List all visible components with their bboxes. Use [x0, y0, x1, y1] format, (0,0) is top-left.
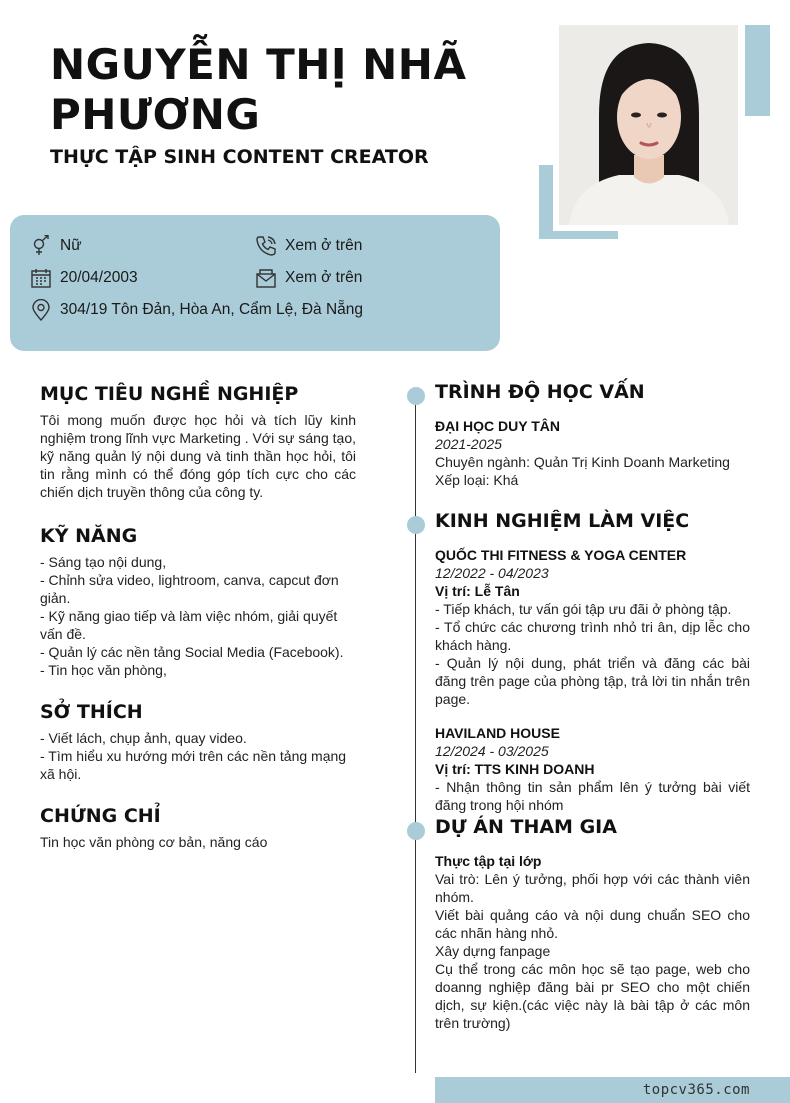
left-column	[40, 383, 356, 851]
education-title: TRÌNH ĐỘ HỌC VẤN	[435, 381, 645, 403]
skills-list	[40, 553, 356, 679]
location-icon	[30, 299, 52, 321]
birthday-item	[30, 267, 138, 289]
project-name: Thực tập tại lớp	[435, 853, 542, 869]
certificates-text: Tin học văn phòng cơ bản, năng cáo	[40, 834, 268, 850]
job-detail: - Quản lý nội dung, phát triển và đăng các bài đăng trên page của phòng tập, trả lời tin nhắn trên page.	[435, 655, 750, 707]
gender-item	[30, 235, 82, 257]
job-detail: - Tổ chức các chương trình nhỏ tri ân, dịp lễc cho khách hàng.	[435, 619, 750, 653]
footer-bar	[435, 1077, 790, 1103]
job-position: Vị trí: TTS KINH DOANH	[435, 761, 595, 777]
project-line: Xây dựng fanpage	[435, 943, 551, 959]
projects-section	[435, 816, 750, 1032]
education-school: ĐẠI HỌC DUY TÂN	[435, 418, 560, 434]
birthday-value: 20/04/2003	[60, 269, 138, 286]
skills-title: KỸ NĂNG	[40, 525, 138, 547]
skill-item: - Quản lý các nền tảng Social Media (Facebook).	[40, 644, 344, 660]
hobby-item: - Tìm hiểu xu hướng mới trên các nền tảng mạng xã hội.	[40, 748, 347, 782]
address-item	[30, 299, 363, 321]
project-line: Viết bài quảng cáo và nội dung chuẩn SEO cho các nhãn hàng nhỏ.	[435, 907, 750, 941]
education-section	[435, 381, 750, 489]
job-detail: - Tiếp khách, tư vấn gói tập ưu đãi ở phòng tập.	[435, 601, 732, 617]
objective-title: MỤC TIÊU NGHỀ NGHIỆP	[40, 383, 299, 405]
education-rank: Xếp loại: Khá	[435, 472, 519, 488]
skill-item: - Sáng tạo nội dung,	[40, 554, 167, 570]
phone-item	[255, 235, 362, 257]
job-period: 12/2022 - 04/2023	[435, 565, 549, 581]
project-line: Vai trò: Lên ý tưởng, phối hợp với các thành viên nhóm.	[435, 871, 750, 905]
experience-title: KINH NGHIỆM LÀM VIỆC	[435, 510, 690, 532]
timeline-dot-projects	[407, 822, 425, 840]
job-period: 12/2024 - 03/2025	[435, 743, 549, 759]
gender-icon	[30, 235, 52, 257]
email-value: Xem ở trên	[285, 269, 363, 286]
email-icon	[255, 267, 277, 289]
footer-watermark[interactable]: topcv365.com	[642, 1082, 750, 1098]
address-value: 304/19 Tôn Đản, Hòa An, Cẩm Lệ, Đà Nẵng	[60, 301, 364, 318]
projects-title: DỰ ÁN THAM GIA	[435, 816, 617, 838]
skill-item: - Chỉnh sửa video, lightroom, canva, capcut đơn giản.	[40, 572, 339, 606]
education-period: 2021-2025	[435, 436, 502, 452]
phone-icon	[255, 235, 277, 257]
skill-item: - Tin học văn phòng,	[40, 662, 167, 678]
timeline-dot-education	[407, 387, 425, 405]
contact-info-box	[10, 215, 500, 351]
hobbies-title: SỞ THÍCH	[40, 701, 143, 723]
hobbies-list	[40, 729, 356, 783]
job-position: Vị trí: Lễ Tân	[435, 583, 520, 599]
job-entry	[435, 546, 750, 708]
hobby-item: - Viết lách, chụp ảnh, quay video.	[40, 730, 247, 746]
certificates-title: CHỨNG CHỈ	[40, 805, 161, 827]
job-entry	[435, 724, 750, 814]
job-detail: - Nhận thông tin sản phẩm lên ý tưởng bài viết đăng trong hội nhóm	[435, 779, 750, 813]
phone-value: Xem ở trên	[285, 237, 363, 254]
gender-value: Nữ	[60, 237, 82, 254]
objective-text: Tôi mong muốn được học hỏi và tích lũy kinh nghiệm trong lĩnh vực Marketing . Với sự sáng tạo, kỹ năng quản lý nội dung và tinh thần học hỏi, tôi tin rằng mình có thể đóng góp tích cực cho các chiến dịch truyền thông của công ty.	[40, 412, 356, 500]
experience-section	[435, 510, 750, 814]
job-title: THỰC TẬP SINH CONTENT CREATOR	[50, 146, 429, 168]
name-line-1: NGUYỄN THỊ NHÃ	[50, 40, 467, 89]
profile-photo	[559, 25, 738, 225]
candidate-name	[50, 40, 510, 140]
email-item	[255, 267, 362, 289]
timeline-dot-experience	[407, 516, 425, 534]
job-company: QUỐC THI FITNESS & YOGA CENTER	[435, 547, 687, 563]
name-line-2: PHƯƠNG	[50, 90, 261, 139]
skill-item: - Kỹ năng giao tiếp và làm việc nhóm, giải quyết vấn đề.	[40, 608, 338, 642]
job-company: HAVILAND HOUSE	[435, 725, 560, 741]
timeline-line	[415, 393, 416, 1073]
project-line: Cụ thể trong các môn học sẽ tạo page, web cho doanng nghiệp đăng bài pr SEO cho một chiến dịch, sự kiện.(các việc này là bài tập ở các môn trên trường)	[435, 961, 750, 1031]
education-major: Chuyên ngành: Quản Trị Kinh Doanh Marketing	[435, 454, 730, 470]
calendar-icon	[30, 267, 52, 289]
